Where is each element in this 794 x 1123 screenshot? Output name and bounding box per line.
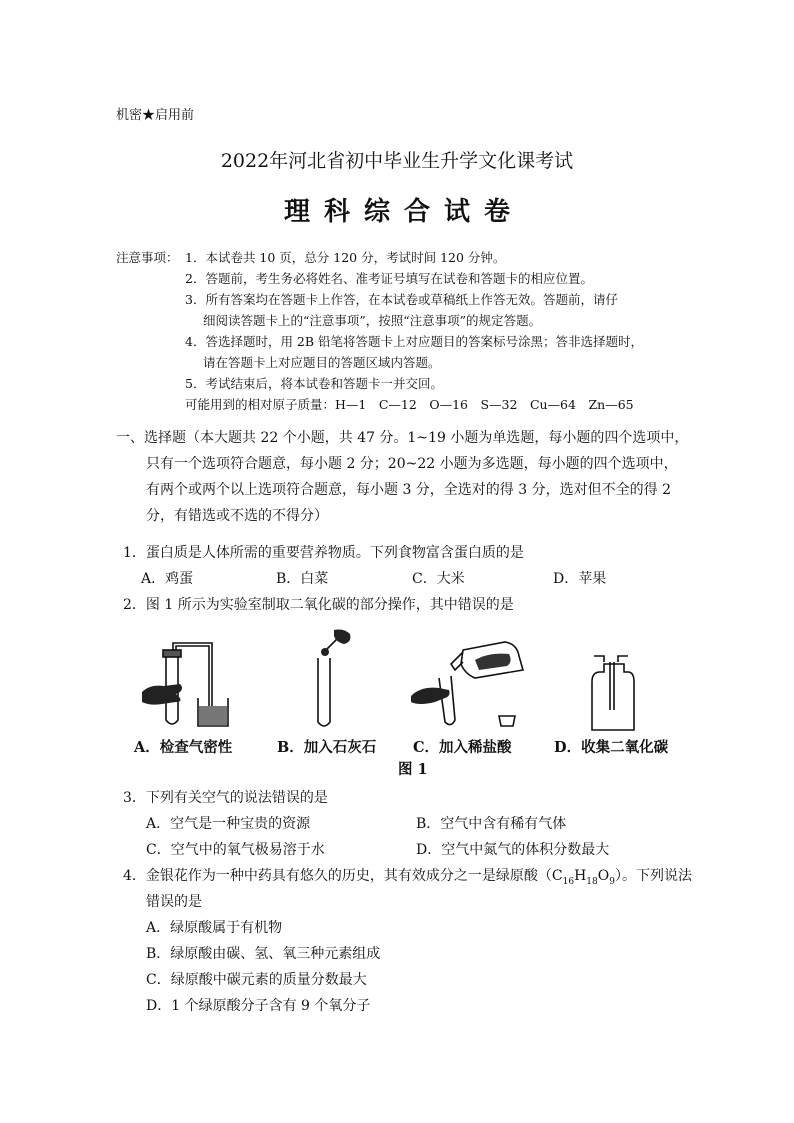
q4-stem-pre: 4．金银花作为一种中药具有悠久的历史，其有效成分之一是绿原酸（C: [123, 868, 563, 884]
q1-option-d: D．苹果: [553, 571, 607, 587]
exam-subtitle: 理科综合试卷: [283, 197, 524, 227]
q1-stem: 1．蛋白质是人体所需的重要营养物质。下列食物富含蛋白质的是: [123, 545, 524, 561]
atomic-mass-line: 可能用到的相对原子质量：H—1 C—12 O—16 S—32 Cu—64 Zn—65: [185, 397, 634, 412]
figure-caption-b: B．加入石灰石: [277, 739, 377, 756]
notes-item-1: 1．本试卷共 10 页，总分 120 分，考试时间 120 分钟。: [185, 250, 506, 265]
section1-line-4: 分，有错选或不选的不得分）: [146, 508, 328, 524]
exam-title: 2022年河北省初中毕业生升学文化课考试: [220, 150, 574, 172]
q1-option-a: A．鸡蛋: [141, 571, 194, 587]
q3-option-b: B．空气中含有稀有气体: [416, 816, 567, 832]
notes-label: 注意事项：: [116, 250, 179, 265]
section1-line-3: 有两个或两个以上选项符合题意，每小题 3 分，全选对的得 3 分，选对但不全的得 2: [146, 482, 671, 498]
q4-option-a: A．绿原酸属于有机物: [146, 920, 283, 936]
q1-option-b: B．白菜: [276, 571, 329, 587]
q4-formula-o-subscript: 9: [609, 876, 615, 887]
q3-option-d: D．空气中氮气的体积分数最大: [416, 842, 610, 858]
q4-option-d: D．1 个绿原酸分子含有 9 个氧分子: [146, 998, 371, 1014]
figure-caption-d: D．收集二氧化碳: [554, 739, 669, 756]
q4-formula-h-subscript: 18: [586, 876, 598, 887]
notes-item-5: 5．考试结束后，将本试卷和答题卡一并交回。: [185, 376, 443, 391]
q4-formula-c-subscript: 16: [562, 876, 575, 887]
figure-c-hydrochloric-acid-illustration: [405, 638, 535, 734]
q4-stem-line-1: [123, 865, 692, 887]
q4-option-b: B．绿原酸由碳、氢、氧三种元素组成: [146, 946, 381, 962]
section1-line-2: 只有一个选项符合题意，每小题 2 分；20~22 小题为多选题，每小题的四个选项中，: [146, 456, 678, 472]
q4-option-c: C．绿原酸中碳元素的质量分数最大: [146, 972, 367, 988]
figure-label: 图 1: [398, 761, 428, 778]
section1-line-1: 一、选择题（本大题共 22 个小题，共 47 分。1~19 小题为单选题，每小题的四个选项中，: [116, 430, 689, 446]
figure-caption-a: A．检查气密性: [134, 739, 233, 756]
notes-item-4-cont: 请在答题卡上对应题目的答题区域内答题。: [203, 355, 441, 370]
q4-stem-post: ）。下列说法: [614, 868, 692, 884]
confidential-label: 机密★启用前: [116, 108, 195, 123]
q1-option-c: C．大米: [412, 571, 465, 587]
figure-d-co2-collection-illustration: [588, 654, 638, 734]
notes-item-2: 2．答题前，考生务必将姓名、准考证号填写在试卷和答题卡的相应位置。: [185, 271, 593, 286]
q4-formula-o: O: [597, 868, 610, 884]
q3-option-a: A．空气是一种宝贵的资源: [146, 816, 311, 832]
q3-stem: 3．下列有关空气的说法错误的是: [123, 790, 328, 806]
q2-stem: 2．图 1 所示为实验室制取二氧化碳的部分操作，其中错误的是: [123, 597, 514, 613]
figure-a-airtightness-illustration: [140, 640, 240, 732]
q4-formula-h: H: [574, 868, 587, 884]
q3-option-c: C．空气中的氧气极易溶于水: [146, 842, 325, 858]
notes-item-3-cont: 细阅读答题卡上的“注意事项”，按照“注意事项”的规定答题。: [203, 313, 542, 328]
notes-item-4: 4．答选择题时，用 2B 铅笔将答题卡上对应题目的答案标号涂黑；答非选择题时，: [185, 334, 644, 349]
figure-caption-c: C．加入稀盐酸: [413, 739, 512, 756]
notes-item-3: 3．所有答案均在答题卡上作答，在本试卷或草稿纸上作答无效。答题前，请仔: [185, 292, 618, 307]
figure-b-limestone-illustration: [300, 628, 360, 732]
q4-stem-line-2: 错误的是: [146, 894, 202, 910]
